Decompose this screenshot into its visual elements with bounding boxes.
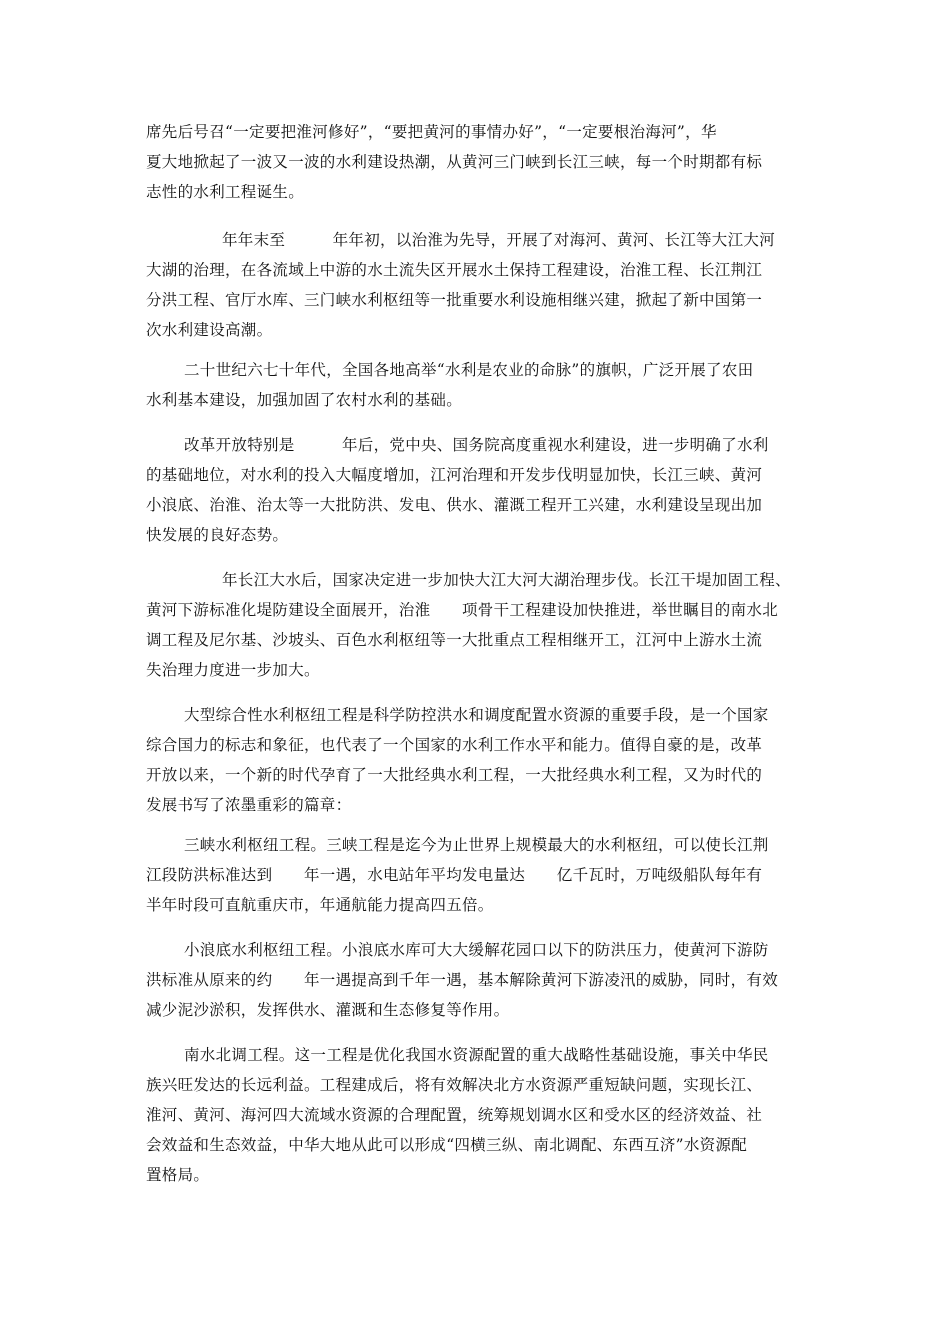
paragraph-line: 淮河、黄河、海河四大流域水资源的合理配置，统筹规划调水区和受水区的经济效益、社	[146, 1106, 763, 1124]
paragraph-4	[146, 430, 806, 550]
paragraph-line: 分洪工程、官厅水库、三门峡水利枢纽等一批重要水利设施相继兴建，掀起了新中国第一	[146, 291, 763, 309]
paragraph-line: 开放以来，一个新的时代孕育了一大批经典水利工程，一大批经典水利工程，又为时代的	[146, 766, 763, 784]
paragraph-line: 大湖的治理，在各流域上中游的水土流失区开展水土保持工程建设，治淮工程、长江荆江	[146, 261, 763, 279]
paragraph-line: 置格局。	[146, 1166, 210, 1184]
paragraph-line: 大型综合性水利枢纽工程是科学防控洪水和调度配置水资源的重要手段，是一个国家	[184, 706, 769, 724]
paragraph-line: 调工程及尼尔基、沙坡头、百色水利枢纽等一大批重点工程相继开工，江河中上游水土流	[146, 631, 763, 649]
paragraph-line: 快发展的良好态势。	[146, 526, 289, 544]
paragraph-line: 失治理力度进一步加大。	[146, 661, 320, 679]
paragraph-8	[146, 935, 806, 1025]
paragraph-line: 的基础地位，对水利的投入大幅度增加，江河治理和开发步伐明显加快，长江三峡、黄河	[146, 466, 763, 484]
paragraph-line: 志性的水利工程诞生。	[146, 183, 305, 201]
paragraph-line: 半年时段可直航重庆市，年通航能力提高四五倍。	[146, 896, 494, 914]
paragraph-line: 三峡水利枢纽工程。三峡工程是迄今为止世界上规模最大的水利枢纽，可以使长江荆	[184, 836, 769, 854]
paragraph-1	[146, 117, 806, 207]
paragraph-line: 小浪底水利枢纽工程。小浪底水库可大大缓解花园口以下的防洪压力，使黄河下游防	[184, 941, 769, 959]
paragraph-line: 黄河下游标准化堤防建设全面展开，治淮 项骨干工程建设加快推进，举世瞩目的南水北	[146, 601, 779, 619]
paragraph-line: 次水利建设高潮。	[146, 321, 273, 339]
paragraph-6	[146, 700, 806, 820]
paragraph-line: 二十世纪六七十年代，全国各地高举“水利是农业的命脉”的旗帜，广泛开展了农田	[184, 361, 754, 379]
paragraph-5	[146, 565, 806, 685]
paragraph-7	[146, 830, 806, 920]
paragraph-line: 减少泥沙淤积，发挥供水、灌溉和生态修复等作用。	[146, 1001, 510, 1019]
paragraph-line: 水利基本建设，加强加固了农村水利的基础。	[146, 391, 463, 409]
paragraph-line: 洪标准从原来的约 年一遇提高到千年一遇，基本解除黄河下游凌汛的威胁，同时，有效	[146, 971, 779, 989]
paragraph-3	[146, 355, 806, 415]
paragraph-line: 会效益和生态效益，中华大地从此可以形成“四横三纵、南北调配、东西互济”水资源配	[146, 1136, 748, 1154]
paragraph-line: 年年末至 年年初，以治淮为先导，开展了对海河、黄河、长江等大江大河	[222, 231, 776, 249]
paragraph-line: 夏大地掀起了一波又一波的水利建设热潮，从黄河三门峡到长江三峡，每一个时期都有标	[146, 153, 763, 171]
paragraph-2	[146, 225, 806, 345]
paragraph-line: 年长江大水后，国家决定进一步加快大江大河大湖治理步伐。长江干堤加固工程、	[222, 571, 791, 589]
paragraph-line: 发展书写了浓墨重彩的篇章：	[146, 796, 352, 814]
paragraph-line: 族兴旺发达的长远利益。工程建成后，将有效解决北方水资源严重短缺问题，实现长江、	[146, 1076, 763, 1094]
paragraph-line: 改革开放特别是 年后，党中央、国务院高度重视水利建设，进一步明确了水利	[184, 436, 769, 454]
paragraph-9	[146, 1040, 806, 1190]
paragraph-line: 席先后号召“一定要把淮河修好”，“要把黄河的事情办好”，“一定要根治海河”，华	[146, 123, 717, 141]
paragraph-line: 南水北调工程。这一工程是优化我国水资源配置的重大战略性基础设施，事关中华民	[184, 1046, 769, 1064]
paragraph-line: 江段防洪标准达到 年一遇，水电站年平均发电量达 亿千瓦时，万吨级船队每年有	[146, 866, 763, 884]
paragraph-line: 小浪底、治淮、治太等一大批防洪、发电、供水、灌溉工程开工兴建，水利建设呈现出加	[146, 496, 763, 514]
paragraph-line: 综合国力的标志和象征，也代表了一个国家的水利工作水平和能力。值得自豪的是，改革	[146, 736, 763, 754]
